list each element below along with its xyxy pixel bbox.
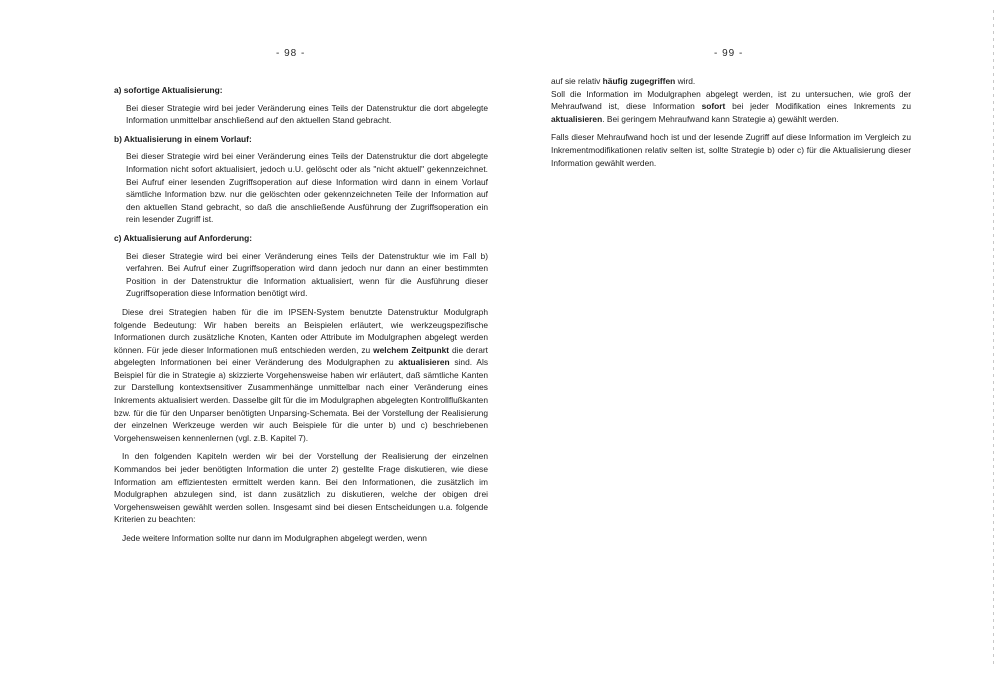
section-body-b: Bei dieser Strategie wird bei einer Veränderung eines Teils der Datenstruktur die dort abgelegte Information nicht sofort aktualisiert, jedoch u.U. gelöscht oder als "nicht aktuell" gekennzeichnet. Bei Aufruf einer lesenden Zugriffsoperation auf diese Information wird dann in einem Vorlauf sämtliche Information bzw. nur die gelöschten oder gekennzeichneten Teile der Information auf den aktuellen Stand gebracht, so daß die anschließende Ausführung der Zugriffsoperation ein rein lesender Zugriff ist. [126, 151, 488, 225]
left-page-text [114, 84, 488, 551]
paragraph-high-overhead: Falls dieser Mehraufwand hoch ist und der lesende Zugriff auf diese Information im Vergleich zu Inkrementmodifikationen relativ selten ist, sollte Strategie b) oder c) für die Aktualisierung dieser Information gewählt werden. [551, 132, 911, 168]
paragraph-overhead [551, 88, 911, 126]
paragraph-criteria-start: Jede weitere Information sollte nur dann im Modulgraphen abgelegt werden, wenn [122, 533, 427, 543]
paragraph-frequent-access [551, 75, 911, 88]
page-number-left: - 98 - [276, 48, 306, 59]
text-run: Diese drei Strategien haben für die im IPSEN-System benutzte Datenstruktur Modulgraph folgende Bedeutung: Wir haben bereits an Beispielen erläutert, wie werkzeugspezifische Informationen durch zusätzliche Knoten, Kanten oder Attribute im Modulgraphen abgelegt werden können. Für jede dieser Informationen muß entschieden werden, zu [114, 306, 488, 355]
text-run: bei jeder Modifikation eines Inkrements zu [725, 101, 911, 112]
section-body-c: Bei dieser Strategie wird bei einer Veränderung eines Teils der Datenstruktur wie im Fall b) verfahren. Bei Aufruf einer Zugriffsoperation wird dann jedoch nur dann an einer bestimmten Position in der Datenstruktur die Information aktualisiert, wenn für die Ausführung dieser Zugriffsoperation diese Information benötigt wird. [126, 250, 488, 299]
text-run: Soll die Information im Modulgraphen abgelegt werden, ist zu untersuchen, wie groß der Mehraufwand ist, diese Information [551, 88, 911, 112]
paragraph-strategies [114, 306, 488, 445]
paragraph-following-chapters: In den folgenden Kapiteln werden wir bei der Vorstellung der Realisierung der einzelnen Kommandos bei jeder benötigten Information die unter 2) gestellte Frage diskutieren, wie diese Information am effizientesten ermittelt werden kann. Bei den Informationen, die zusätzlich im Modulgraphen abzulegen sind, ist dann zusätzlich zu diskutieren, welche der obigen drei Vorgehensweisen gewählt werden sollen. Insgesamt sind bei diesen Entscheidungen u.a. folgende Kriterien zu beachten: [114, 451, 488, 525]
text-run: sind. Als Beispiel für die in Strategie a) skizzierte Vorgehensweise haben wir erläutert, daß sämtliche Kanten zur Darstellung kontextsensitiver Zusammenhänge unmittelbar nach einer Veränderung eines Inkrements aktualisiert werden. Dasselbe gilt für die im Modulgraphen abgelegten Kontrollflußkanten bzw. für die für den Unparser benötigten Unparsing-Schemata. Bei der Vorstellung der Realisierung der einzelnen Werkzeuge werden wir auch Beispiele für die unter b) und c) beschriebenen Vorgehensweisen kennenlernen (vgl. z.B. Kapitel 7). [114, 357, 489, 443]
text-run: auf sie relativ [551, 76, 603, 86]
section-heading-b: b) Aktualisierung in einem Vorlauf: [114, 133, 252, 144]
text-run: wird. [675, 76, 696, 86]
bold-term: aktualisieren [398, 357, 450, 368]
text-run: . Bei geringem Mehraufwand kann Strategie a) gewählt werden. [602, 113, 839, 124]
right-page-text [551, 75, 911, 175]
text-run: die derart abgelegten Informationen bei einer Veränderung des Modulgraphen zu [114, 344, 488, 368]
page-number-right: - 99 - [714, 48, 744, 59]
bold-term: aktualisieren [551, 113, 603, 124]
bold-term: häufig zugegriffen [602, 76, 676, 86]
bold-term: welchem Zeitpunkt [373, 344, 450, 355]
section-heading-c: c) Aktualisierung auf Anforderung: [114, 232, 253, 243]
bold-term: sofort [701, 101, 726, 112]
scan-edge-line [993, 10, 994, 668]
section-heading-a: a) sofortige Aktualisierung: [114, 85, 223, 95]
section-body-a: Bei dieser Strategie wird bei jeder Veränderung eines Teils der Datenstruktur die dort abgelegte Information unmittelbar anschließend auf den aktuellen Stand gebracht. [126, 102, 488, 126]
